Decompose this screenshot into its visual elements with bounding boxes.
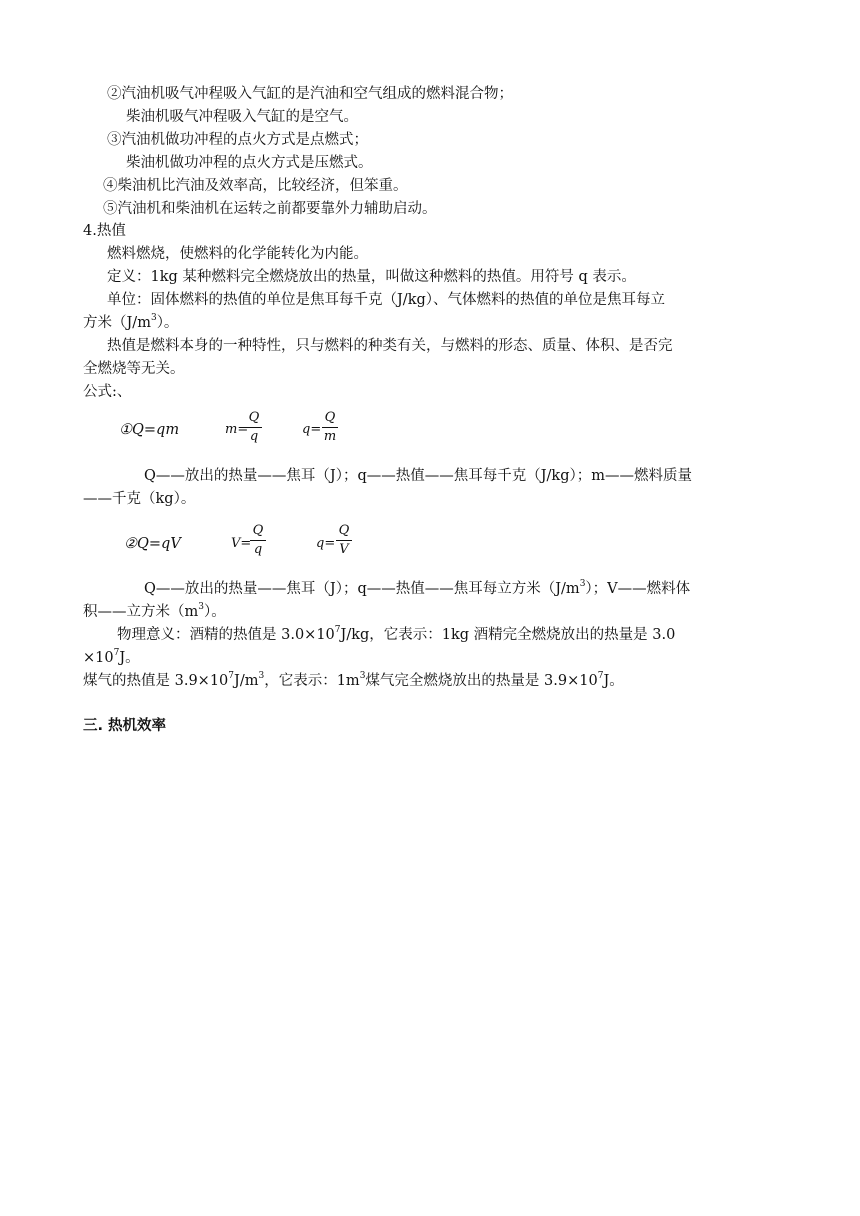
formula-1-explanation-line2: ——千克（kg）。 xyxy=(83,491,196,507)
paragraph-property-line1: 热值是燃料本身的一种特性，只与燃料的种类有关，与燃料的形态、质量、体积、是否完 xyxy=(107,338,673,354)
formula-label: 公式:、 xyxy=(83,384,132,400)
meaning-line1 xyxy=(117,625,675,645)
gas-text: ，它表示：1m xyxy=(264,673,360,689)
formula-1-fraction-m xyxy=(246,409,262,446)
text-line-gasoline-ignition: ③汽油机做功冲程的点火方式是点燃式； xyxy=(107,132,368,148)
text-line-diesel-intake: 柴油机吸气冲程吸入气缸的是空气。 xyxy=(126,109,358,125)
fraction-numerator: Q xyxy=(338,523,350,538)
meaning-line2 xyxy=(83,648,140,668)
text-line-startup: ⑤汽油机和柴油机在运转之前都要靠外力辅助启动。 xyxy=(103,201,437,217)
explanation-text: 积——立方米（m xyxy=(83,604,199,620)
gas-text: 煤气的热值是 3.9×10 xyxy=(83,673,229,689)
paragraph-combustion: 燃料燃烧，使燃料的化学能转化为内能。 xyxy=(107,246,368,262)
fraction-numerator: Q xyxy=(248,410,260,425)
exponent: 7 xyxy=(334,625,341,636)
formula-2-explanation-line2 xyxy=(83,602,226,622)
exponent: 7 xyxy=(113,648,120,659)
exponent: 7 xyxy=(597,671,604,682)
exponent: 3 xyxy=(198,602,204,613)
fraction-numerator: Q xyxy=(324,410,336,425)
formula-1-q-label: q= xyxy=(302,422,322,437)
text-line-gasoline-intake: ②汽油机吸气冲程吸入气缸的是汽油和空气组成的燃料混合物； xyxy=(107,86,513,102)
exponent: 3 xyxy=(258,671,265,682)
gas-text: J/m xyxy=(234,673,259,689)
unit-text: 方米（J/m xyxy=(83,315,151,331)
formula-2-fraction-v xyxy=(250,522,266,559)
section-heading-heat-value: 4.热值 xyxy=(83,223,126,239)
formula-2-main: ②Q=qV xyxy=(124,536,181,552)
exponent: 3 xyxy=(359,671,366,682)
meaning-text: ×10 xyxy=(83,650,114,666)
exponent: 7 xyxy=(228,671,235,682)
gas-heat-value-line xyxy=(83,671,624,691)
explanation-text: ）；V——燃料体 xyxy=(585,581,691,597)
unit-exponent: 3 xyxy=(150,313,157,324)
gas-text: J。 xyxy=(603,673,624,689)
paragraph-definition: 定义：1kg 某种燃料完全燃烧放出的热量，叫做这种燃料的热值。用符号 q 表示。 xyxy=(107,269,636,285)
meaning-text: J。 xyxy=(119,650,140,666)
text-line-efficiency: ④柴油机比汽油及效率高，比较经济，但笨重。 xyxy=(103,178,408,194)
fraction-numerator: Q xyxy=(252,523,264,538)
formula-2-q-label: q= xyxy=(316,536,336,551)
formula-1-fraction-q xyxy=(322,409,338,446)
fraction-denominator: V xyxy=(339,542,349,557)
paragraph-unit-line1: 单位：固体燃料的热值的单位是焦耳每千克（J/kg）、气体燃料的热值的单位是焦耳每立 xyxy=(107,292,666,308)
formula-2-explanation-line1 xyxy=(144,579,690,599)
explanation-text: ）。 xyxy=(203,604,226,620)
paragraph-unit-line2 xyxy=(83,313,178,333)
formula-2-v-label: V= xyxy=(231,536,252,551)
fraction-denominator: q xyxy=(253,542,263,557)
paragraph-property-line2: 全燃烧等无关。 xyxy=(83,361,185,377)
text-line-diesel-ignition: 柴油机做功冲程的点火方式是压燃式。 xyxy=(126,155,373,171)
formula-1-main: ①Q=qm xyxy=(119,422,180,438)
gas-text: 煤气完全燃烧放出的热量是 3.9×10 xyxy=(365,673,598,689)
fraction-denominator: m xyxy=(323,429,337,444)
section-heading-engine-efficiency: 三. 热机效率 xyxy=(83,718,167,734)
formula-1-explanation-line1: Q——放出的热量——焦耳（J）；q——热值——焦耳每千克（J/kg）；m——燃料质量 xyxy=(144,468,692,484)
meaning-text: J/kg，它表示：1kg 酒精完全燃烧放出的热量是 3.0 xyxy=(340,627,676,643)
meaning-text: 物理意义：酒精的热值是 3.0×10 xyxy=(117,627,335,643)
formula-2-fraction-q xyxy=(336,522,352,559)
fraction-denominator: q xyxy=(249,429,259,444)
formula-1-m-label: m= xyxy=(225,422,249,437)
explanation-text: Q——放出的热量——焦耳（J）；q——热值——焦耳每立方米（J/m xyxy=(144,581,580,597)
exponent: 3 xyxy=(579,579,586,590)
unit-text-end: ）。 xyxy=(156,315,179,331)
